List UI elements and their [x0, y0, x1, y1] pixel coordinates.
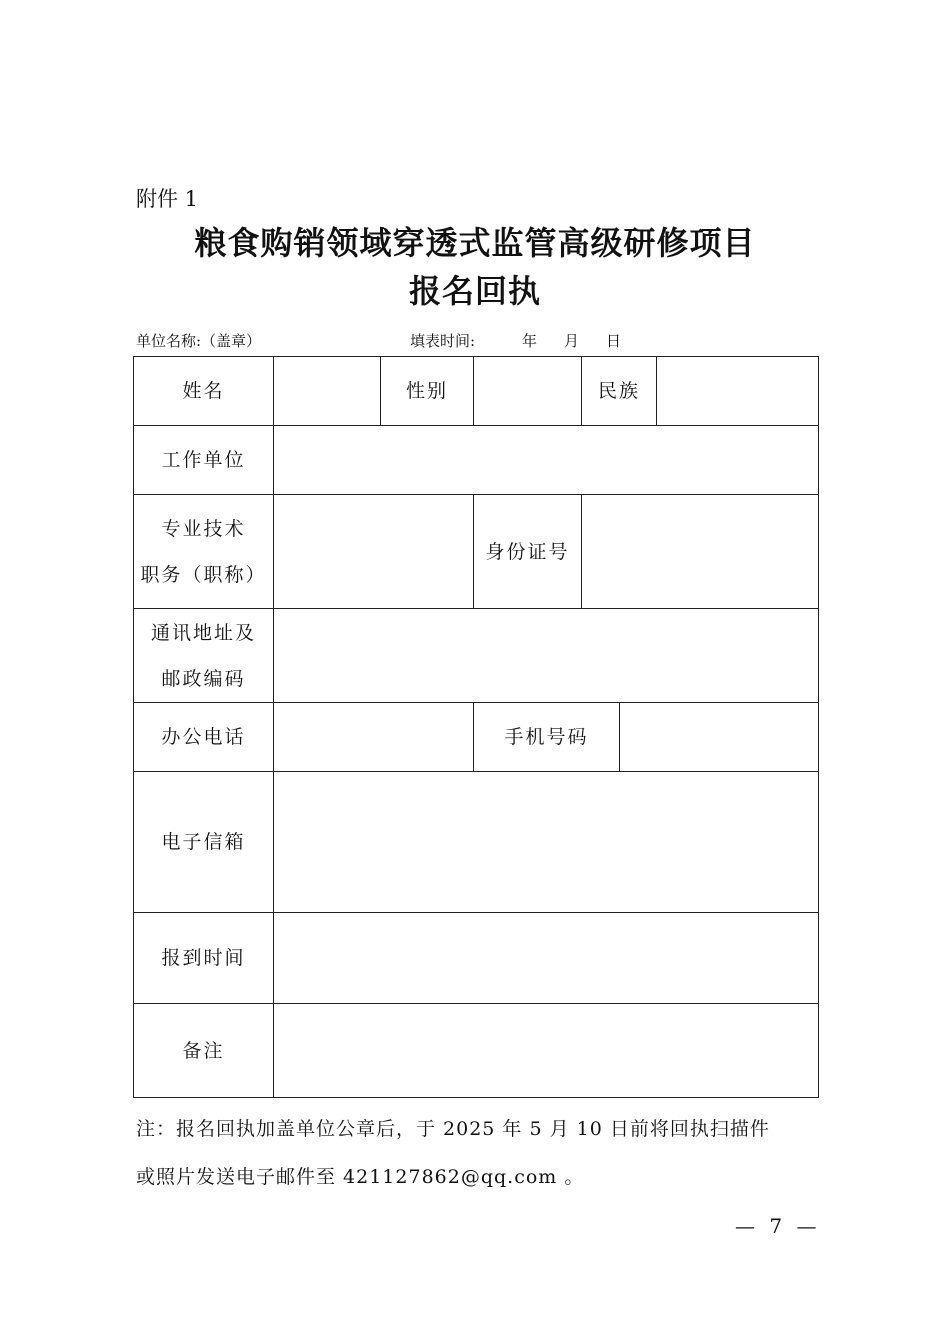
mobile-field[interactable] [620, 703, 819, 772]
month-label: 月 [564, 332, 580, 350]
office-phone-field[interactable] [274, 703, 474, 772]
fill-date-label: 填表时间: [410, 332, 476, 350]
arrival-time-label: 报到时间 [134, 913, 274, 1004]
id-number-label: 身份证号 [474, 495, 582, 609]
mobile-label: 手机号码 [474, 703, 620, 772]
remarks-field[interactable] [274, 1004, 819, 1098]
id-number-field[interactable] [582, 495, 819, 609]
unit-name-label: 单位名称:（盖章） [136, 332, 262, 350]
gender-label: 性别 [381, 357, 474, 426]
remarks-label: 备注 [134, 1004, 274, 1098]
gender-field[interactable] [474, 357, 582, 426]
note-line-1: 注：报名回执加盖单位公章后，于 2025 年 5 月 10 日前将回执扫描件 [136, 1118, 770, 1140]
address-label: 通讯地址及 邮政编码 [134, 609, 274, 703]
page-number: — 7 — [735, 1214, 821, 1238]
ethnicity-field[interactable] [657, 357, 819, 426]
name-field[interactable] [274, 357, 381, 426]
professional-title-field[interactable] [274, 495, 474, 609]
email-field[interactable] [274, 772, 819, 913]
ethnicity-label: 民族 [582, 357, 657, 426]
professional-title-label: 专业技术 职务（职称） [134, 495, 274, 609]
note-line-2: 或照片发送电子邮件至 421127862@qq.com 。 [136, 1166, 585, 1188]
office-phone-label: 办公电话 [134, 703, 274, 772]
document-subtitle: 报名回执 [408, 272, 541, 310]
arrival-time-field[interactable] [274, 913, 819, 1004]
email-label: 电子信箱 [134, 772, 274, 913]
name-label: 姓名 [134, 357, 274, 426]
day-label: 日 [606, 332, 622, 350]
work-unit-field[interactable] [274, 426, 819, 495]
address-field[interactable] [274, 609, 819, 703]
attachment-label: 附件 1 [136, 187, 199, 211]
document-title: 粮食购销领域穿透式监管高级研修项目 [194, 224, 756, 262]
registration-form [133, 356, 819, 1098]
year-label: 年 [522, 332, 538, 350]
work-unit-label: 工作单位 [134, 426, 274, 495]
